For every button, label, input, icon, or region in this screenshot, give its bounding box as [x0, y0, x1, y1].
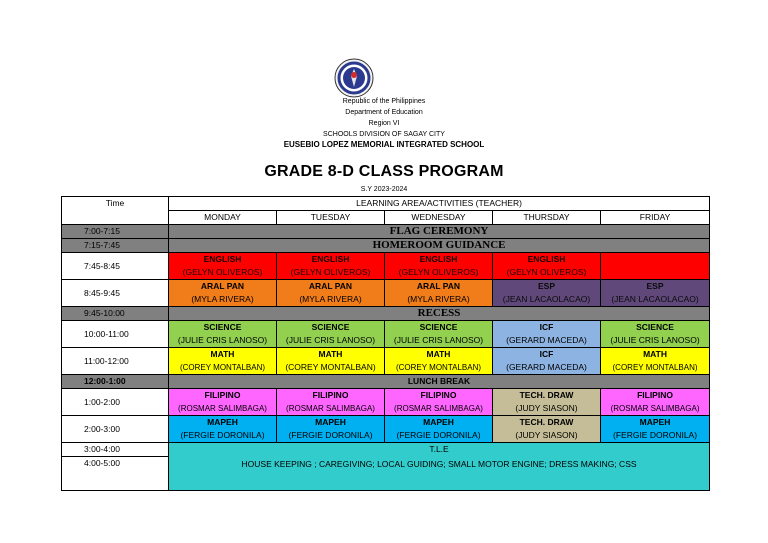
- flag-ceremony-label: FLAG CEREMONY: [169, 225, 710, 239]
- table-row: [62, 416, 710, 443]
- teacher: (FERGIE DORONILA): [180, 430, 265, 440]
- schedule-cell: [277, 416, 385, 443]
- subject: TECH. DRAW: [519, 417, 574, 427]
- schedule-cell: [493, 321, 601, 348]
- recess-row: [62, 307, 710, 321]
- table-row: [62, 253, 710, 280]
- subject: FILIPINO: [637, 390, 673, 400]
- table-row: [62, 389, 710, 416]
- schedule-cell: [277, 280, 385, 307]
- table-row: [62, 321, 710, 348]
- day-header: FRIDAY: [601, 211, 710, 225]
- schedule-cell: [601, 253, 710, 280]
- subject: MAPEH: [207, 417, 238, 427]
- time-cell: 2:00-3:00: [62, 416, 169, 443]
- teacher: (GELYN OLIVEROS): [506, 267, 587, 277]
- subject: ARAL PAN: [308, 281, 353, 291]
- time-cell: 12:00-1:00: [62, 375, 169, 389]
- subject: MATH: [210, 349, 235, 359]
- subject: MATH: [318, 349, 343, 359]
- teacher: (GERARD MACEDA): [506, 362, 587, 372]
- schedule-cell: [277, 389, 385, 416]
- day-header: TUESDAY: [277, 211, 385, 225]
- schedule-cell: [169, 389, 277, 416]
- schedule-cell: [493, 389, 601, 416]
- subject: ICF: [539, 322, 554, 332]
- teacher: (COREY MONTALBAN): [395, 363, 482, 372]
- subject: ENGLISH: [203, 254, 242, 264]
- teacher: (JEAN LACAOLACAO): [502, 294, 591, 304]
- lunch-label: LUNCH BREAK: [169, 375, 710, 389]
- header-division: SCHOOLS DIVISION OF SAGAY CITY: [323, 131, 445, 138]
- teacher: (ROSMAR SALIMBAGA): [394, 404, 483, 413]
- subject: MAPEH: [315, 417, 346, 427]
- schedule-cell: [385, 253, 493, 280]
- teacher: (JULIE CRIS LANOSO): [177, 335, 268, 345]
- subject: ESP: [646, 281, 664, 291]
- recess-label: RECESS: [169, 307, 710, 321]
- time-cell: 9:45-10:00: [62, 307, 169, 321]
- class-program-table: [61, 196, 710, 491]
- day-header: WEDNESDAY: [385, 211, 493, 225]
- schedule-cell: [169, 416, 277, 443]
- school-year: S.Y 2023-2024: [360, 186, 408, 193]
- subject: ESP: [537, 281, 555, 291]
- time-cell: 7:45-8:45: [62, 253, 169, 280]
- teacher: (JULIE CRIS LANOSO): [285, 335, 376, 345]
- flag-ceremony-row: [62, 225, 710, 239]
- subject: ICF: [539, 349, 554, 359]
- schedule-cell: [601, 389, 710, 416]
- time-cell: 10:00-11:00: [62, 321, 169, 348]
- subject: ARAL PAN: [200, 281, 245, 291]
- teacher: (JULIE CRIS LANOSO): [393, 335, 484, 345]
- time-cell: 1:00-2:00: [62, 389, 169, 416]
- schedule-cell: [277, 321, 385, 348]
- teacher: (GELYN OLIVEROS): [290, 267, 371, 277]
- teacher: (ROSMAR SALIMBAGA): [286, 404, 375, 413]
- schedule-cell: [169, 280, 277, 307]
- header-school: EUSEBIO LOPEZ MEMORIAL INTEGRATED SCHOOL: [283, 140, 485, 149]
- schedule-cell: [601, 321, 710, 348]
- teacher: (GELYN OLIVEROS): [398, 267, 479, 277]
- teacher: (ROSMAR SALIMBAGA): [610, 404, 700, 413]
- subject: FILIPINO: [204, 390, 241, 400]
- homeroom-label: HOMEROOM GUIDANCE: [169, 239, 710, 253]
- schedule-cell: [385, 416, 493, 443]
- teacher: (JUDY SIASON): [515, 430, 578, 440]
- teacher: (GERARD MACEDA): [506, 335, 587, 345]
- subject: FILIPINO: [420, 390, 457, 400]
- teacher: (MYLA RIVERA): [407, 294, 470, 304]
- page-title: GRADE 8-D CLASS PROGRAM: [264, 163, 504, 180]
- schedule-cell: [601, 416, 710, 443]
- teacher: (COREY MONTALBAN): [179, 363, 266, 372]
- time-cell: 3:00-4:00: [62, 443, 169, 457]
- schedule-cell: [601, 348, 710, 375]
- tle-detail: HOUSE KEEPING ; CAREGIVING; LOCAL GUIDING; SMALL MOTOR ENGINE; DRESS MAKING; CSS: [241, 459, 637, 469]
- schedule-cell: [385, 389, 493, 416]
- subject: FILIPINO: [312, 390, 349, 400]
- schedule-cell: [385, 280, 493, 307]
- time-cell: 4:00-5:00: [62, 457, 169, 471]
- day-header: MONDAY: [169, 211, 277, 225]
- table-row: [62, 280, 710, 307]
- subject: MAPEH: [639, 417, 671, 427]
- schedule-cell: [493, 280, 601, 307]
- subject: ENGLISH: [311, 254, 350, 264]
- teacher: (COREY MONTALBAN): [612, 363, 698, 372]
- time-cell: 8:45-9:45: [62, 280, 169, 307]
- subject: SCIENCE: [311, 322, 350, 332]
- teacher: (FERGIE DORONILA): [613, 430, 698, 440]
- subject: MAPEH: [423, 417, 454, 427]
- homeroom-row: [62, 239, 710, 253]
- day-header: THURSDAY: [493, 211, 601, 225]
- table-row: [62, 348, 710, 375]
- schedule-cell: [169, 348, 277, 375]
- deped-seal-icon: [334, 58, 374, 98]
- time-cell: 7:00-7:15: [62, 225, 169, 239]
- teacher: (ROSMAR SALIMBAGA): [178, 404, 267, 413]
- subject: TECH. DRAW: [519, 390, 574, 400]
- schedule-cell: [385, 321, 493, 348]
- schedule-cell: [493, 253, 601, 280]
- schedule-cell: [169, 321, 277, 348]
- lunch-row: [62, 375, 710, 389]
- header-republic: Republic of the Philippines: [342, 98, 426, 105]
- teacher: (JULIE CRIS LANOSO): [610, 335, 700, 345]
- teacher: (JUDY SIASON): [515, 403, 578, 413]
- subject: MATH: [426, 349, 451, 359]
- subject: SCIENCE: [419, 322, 458, 332]
- tle-row: [62, 443, 710, 457]
- header-department: Department of Education: [345, 109, 423, 116]
- teacher: (FERGIE DORONILA): [288, 430, 373, 440]
- time-cell: 7:15-7:45: [62, 239, 169, 253]
- schedule-cell: [169, 253, 277, 280]
- learning-area-header: LEARNING AREA/ACTIVITIES (TEACHER): [169, 197, 710, 211]
- subject: ARAL PAN: [416, 281, 461, 291]
- tle-cell: [169, 443, 710, 491]
- teacher: (MYLA RIVERA): [191, 294, 254, 304]
- schedule-cell: [601, 280, 710, 307]
- schedule-cell: [277, 253, 385, 280]
- subject: SCIENCE: [636, 322, 674, 332]
- schedule-cell: [493, 416, 601, 443]
- schedule-cell: [277, 348, 385, 375]
- header-region: Region VI: [368, 120, 400, 127]
- subject: ENGLISH: [527, 254, 566, 264]
- teacher: (JEAN LACAOLACAO): [611, 294, 699, 304]
- schedule-cell: [493, 348, 601, 375]
- subject: ENGLISH: [419, 254, 458, 264]
- teacher: (FERGIE DORONILA): [396, 430, 481, 440]
- schedule-cell: [385, 348, 493, 375]
- teacher: (GELYN OLIVEROS): [182, 267, 263, 277]
- time-cell-empty: [62, 470, 169, 490]
- tle-label: T.L.E: [429, 444, 449, 454]
- subject: SCIENCE: [203, 322, 242, 332]
- teacher: (COREY MONTALBAN): [285, 362, 376, 372]
- teacher: (MYLA RIVERA): [299, 294, 362, 304]
- time-cell: 11:00-12:00: [62, 348, 169, 375]
- subject: MATH: [643, 349, 667, 359]
- time-header: Time: [62, 197, 169, 225]
